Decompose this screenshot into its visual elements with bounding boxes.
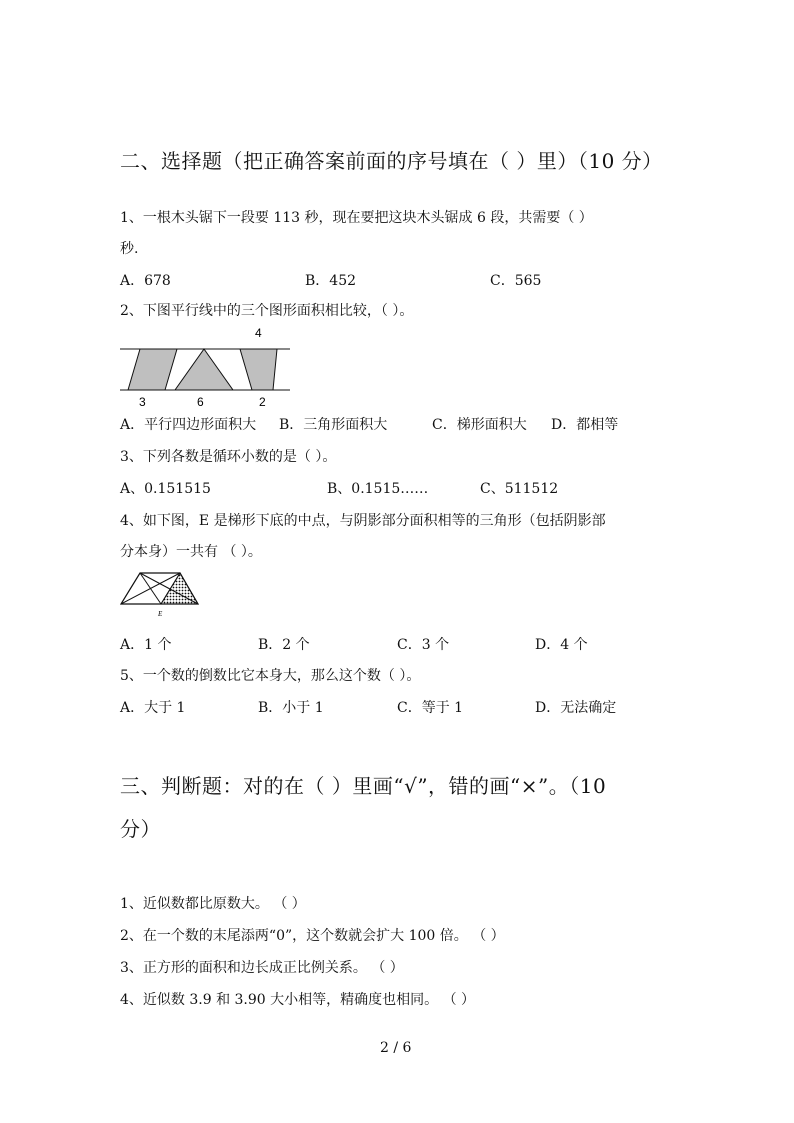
q1-option-a: A．678 <box>120 273 171 289</box>
triangle-shape <box>175 349 233 390</box>
fig-label-b3: 2 <box>259 395 266 409</box>
judge-item-4: 4、近似数 3.9 和 3.90 大小相等，精确度也相同。 （ ） <box>120 992 476 1008</box>
q2-option-d: D．都相等 <box>551 417 619 433</box>
q2-option-b: B．三角形面积大 <box>279 417 388 433</box>
section3-heading-line1: 三、判断题：对的在（ ）里画“√”，错的画“×”。（10 <box>120 774 607 798</box>
shaded-triangle <box>161 573 198 604</box>
fig-label-e: E <box>158 610 163 618</box>
section3-heading-line2: 分） <box>120 817 161 841</box>
q3-text: 3、下列各数是循环小数的是（ ）。 <box>120 449 337 465</box>
q5-option-a: A．大于 1 <box>120 700 186 716</box>
section2-heading: 二、选择题（把正确答案前面的序号填在（ ）里）（10 分） <box>120 149 663 173</box>
q1-text-line2: 秒. <box>120 241 139 257</box>
trapezoid-figure <box>118 568 203 626</box>
q4-text-line1: 4、如下图，E 是梯形下底的中点，与阴影部分面积相等的三角形（包括阴影部 <box>120 513 606 529</box>
q2-option-c: C．梯形面积大 <box>432 417 527 433</box>
q5-option-b: B．小于 1 <box>258 700 324 716</box>
q3-option-c: C、511512 <box>480 481 559 497</box>
page-number: 2 / 6 <box>380 1040 412 1056</box>
parallelogram-shape <box>128 349 177 390</box>
fig-label-b2: 6 <box>197 395 204 409</box>
q5-option-c: C．等于 1 <box>397 700 464 716</box>
q1-option-c: C．565 <box>490 273 542 289</box>
judge-item-3: 3、正方形的面积和边长成正比例关系。 （ ） <box>120 960 404 976</box>
parallel-lines-figure <box>118 322 293 412</box>
fig-label-b1: 3 <box>139 395 146 409</box>
q2-text: 2、下图平行线中的三个图形面积相比较，（ ）。 <box>120 303 414 319</box>
q4-option-b: B．2 个 <box>258 637 310 653</box>
fig-label-top: 4 <box>255 326 262 340</box>
q4-text-line2: 分本身）一共有 （ ）。 <box>120 544 262 560</box>
q3-option-b: B、0.1515…… <box>327 481 429 497</box>
q4-option-c: C．3 个 <box>397 637 450 653</box>
q5-text: 5、一个数的倒数比它本身大，那么这个数（ ）。 <box>120 668 421 684</box>
judge-item-2: 2、在一个数的末尾添两“0”，这个数就会扩大 100 倍。 （ ） <box>120 928 505 944</box>
q4-option-a: A．1 个 <box>120 637 172 653</box>
q1-text-line1: 1、一根木头锯下一段要 113 秒，现在要把这块木头锯成 6 段，共需要（ ） <box>120 210 593 226</box>
judge-item-1: 1、近似数都比原数大。 （ ） <box>120 896 306 912</box>
trapezoid-shape <box>240 349 277 390</box>
q5-option-d: D．无法确定 <box>535 700 617 716</box>
q3-option-a: A、0.151515 <box>120 481 211 497</box>
q4-option-d: D．4 个 <box>535 637 588 653</box>
q2-option-a: A．平行四边形面积大 <box>120 417 257 433</box>
q1-option-b: B．452 <box>305 273 357 289</box>
